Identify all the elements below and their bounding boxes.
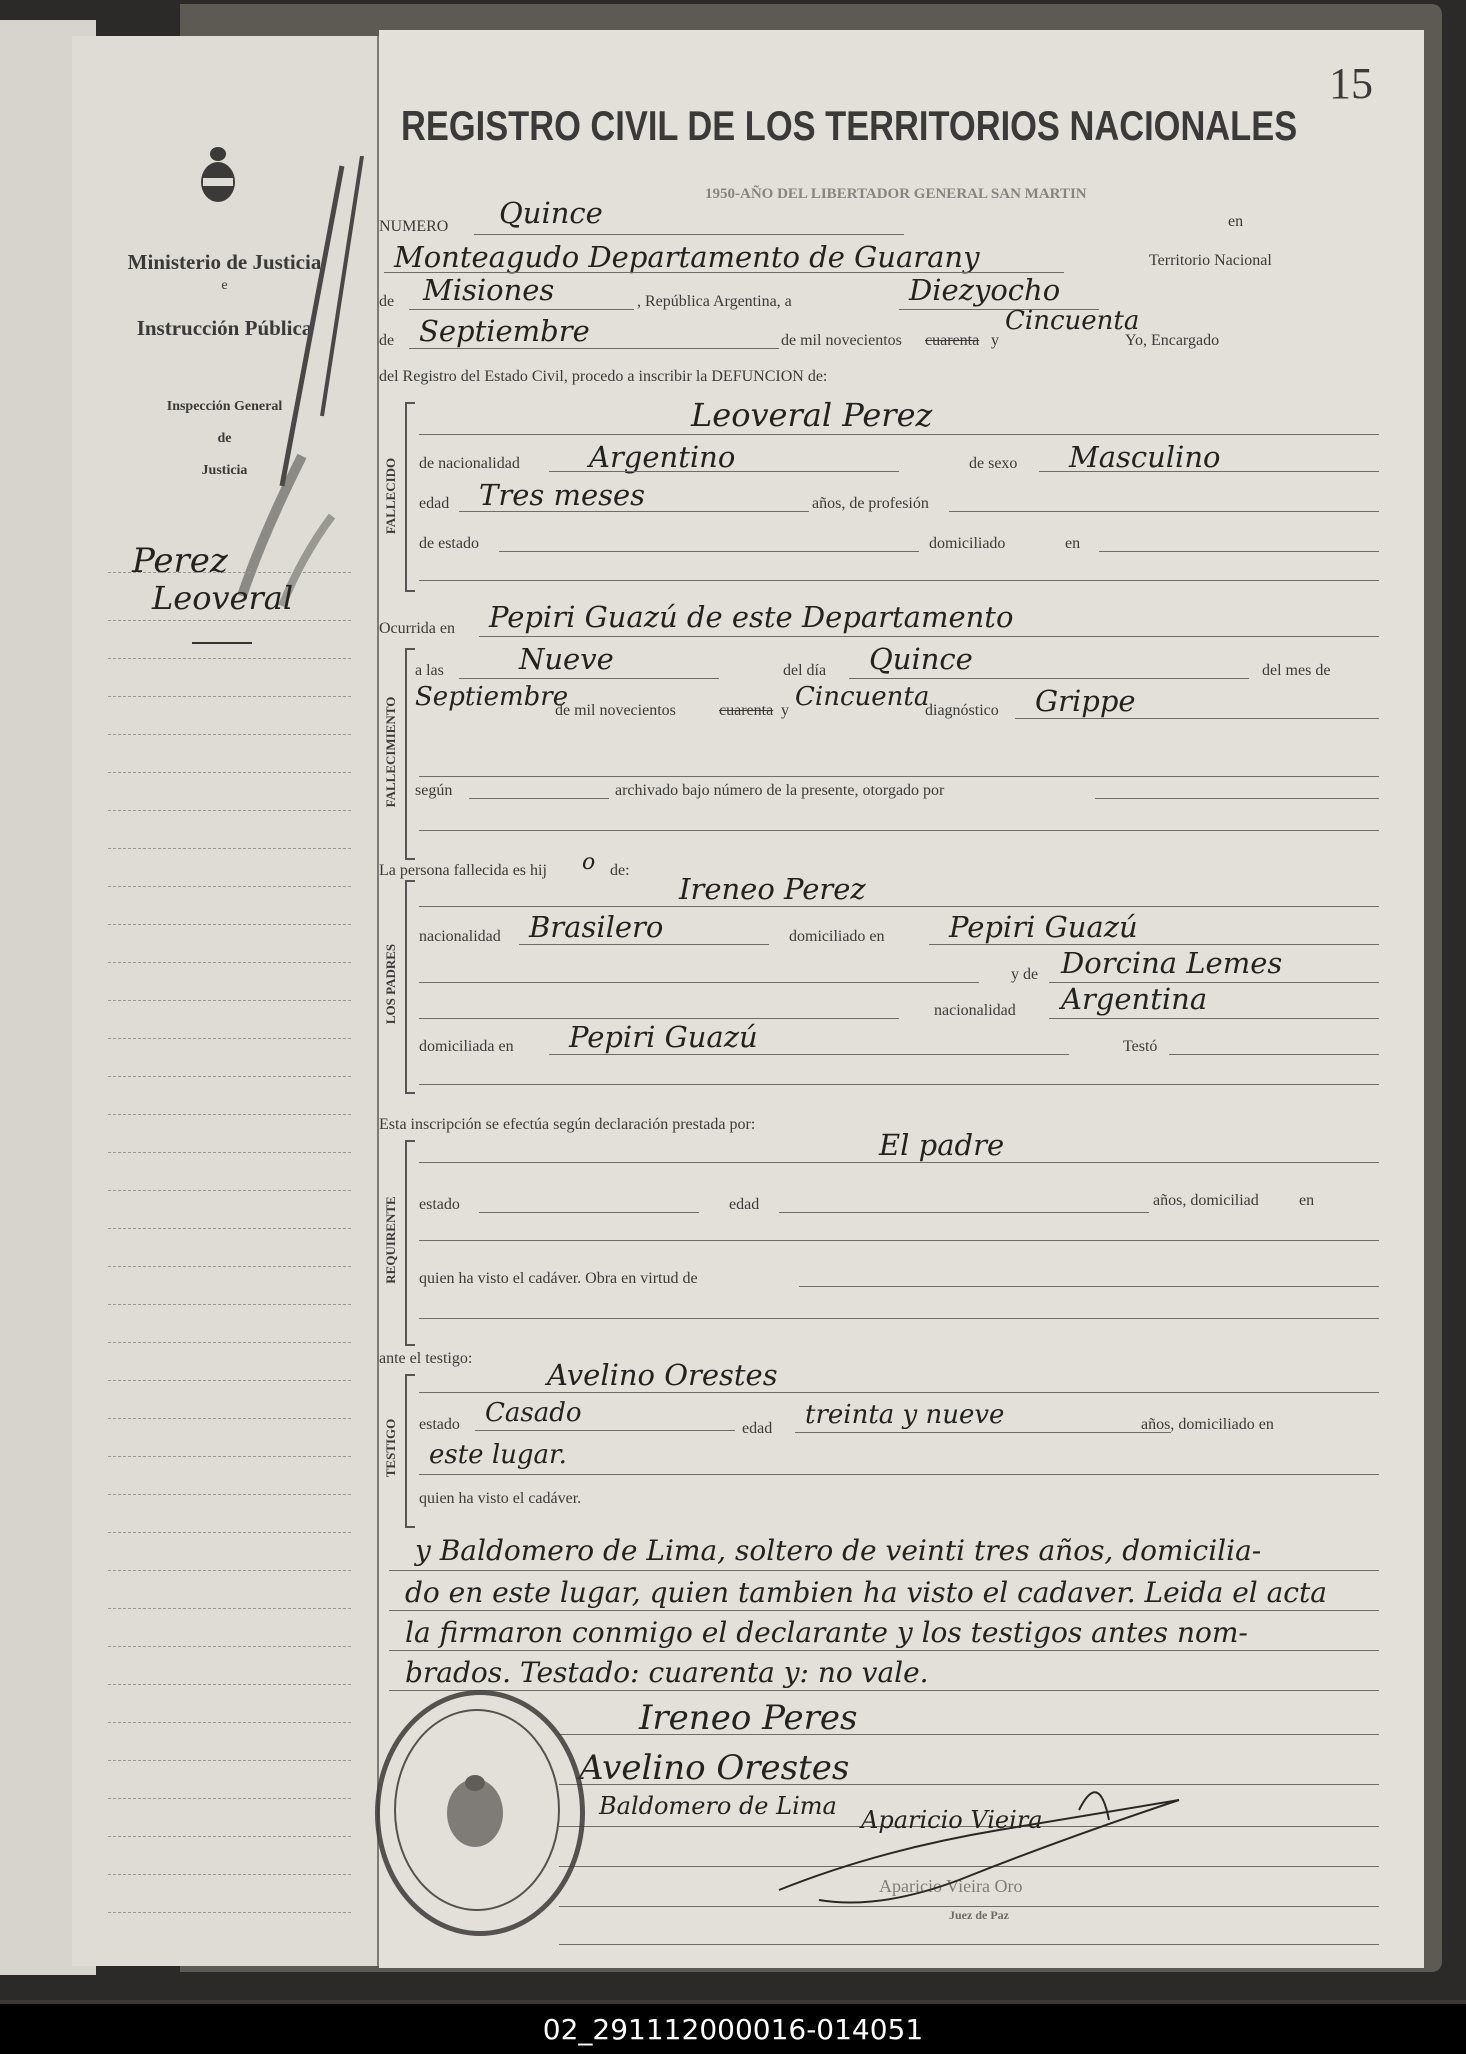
label-quien-visto: quien ha visto el cadáver.: [419, 1490, 582, 1507]
label-persona-hijo: La persona fallecida es hij: [379, 862, 547, 879]
entry-sexo: Masculino: [1069, 440, 1221, 474]
label-del-mes-de: del mes de: [1262, 662, 1331, 679]
stub-rule: [108, 620, 351, 621]
label-edad: edad: [419, 495, 450, 512]
stub-rule: [108, 848, 351, 849]
entry-nombre: Leoveral Perez: [691, 396, 933, 434]
blank-line: [849, 678, 1249, 679]
struck-cuarenta: cuarenta: [925, 332, 980, 349]
note-line: y Baldomero de Lima, soltero de veinti tres años, domicilia-: [415, 1534, 1262, 1567]
blank-line: [1095, 798, 1379, 799]
label-domiciliada-en: domiciliada en: [419, 1038, 514, 1055]
page-number: 15: [1329, 59, 1373, 108]
label-nacionalidad: nacionalidad: [419, 928, 501, 945]
label-numero: NUMERO: [379, 218, 449, 235]
blank-line: [475, 1430, 735, 1431]
blank-line: [409, 348, 779, 349]
ministry-line3: Instrucción Pública: [136, 316, 313, 340]
blank-line: [474, 234, 904, 235]
entry-testigo: Avelino Orestes: [547, 1358, 778, 1392]
ministry-line2: e: [221, 278, 228, 293]
pen-strokes: [222, 156, 372, 616]
section-fallecido: FALLECIDO: [383, 457, 398, 535]
entry-ano: Cincuenta: [1005, 306, 1140, 336]
blank-line: [419, 1162, 1379, 1163]
blank-line: [1049, 1018, 1379, 1019]
stub-rule: [108, 1570, 351, 1571]
signature-testigo-2: Baldomero de Lima: [599, 1792, 837, 1820]
stub-rule: [108, 572, 351, 573]
stub-rule: [108, 1076, 351, 1077]
label-yo-encargado: Yo, Encargado: [1125, 332, 1220, 349]
label-de: de: [379, 332, 395, 349]
image-id-footer: 02_291112000016-014051: [0, 2004, 1466, 2054]
section-testigo: TESTIGO: [383, 1418, 398, 1478]
note-line: do en este lugar, quien tambien ha visto el cadaver. Leida el acta: [405, 1576, 1327, 1609]
official-signature-flourish: [759, 1770, 1199, 1920]
blank-line: [419, 1318, 1379, 1319]
blank-line: [459, 678, 719, 679]
entry-numero: Quince: [499, 196, 603, 230]
label-de-estado: de estado: [419, 535, 479, 552]
entry-hijo-suffix: o: [582, 850, 596, 875]
label-ante-testigo: ante el testigo:: [379, 1350, 473, 1367]
inspection-line2: de: [217, 431, 232, 446]
stub-rule: [108, 772, 351, 773]
section-requirente: REQUIRENTE: [383, 1196, 398, 1284]
label-estado: estado: [419, 1196, 460, 1213]
signature-testigo: Avelino Orestes: [579, 1748, 850, 1788]
signature-declarante: Ireneo Peres: [639, 1698, 858, 1738]
section-los-padres: LOS PADRES: [383, 943, 398, 1025]
blank-line: [419, 434, 1379, 435]
stub-rule: [108, 1798, 351, 1799]
label-en: en: [1065, 535, 1081, 552]
note-line: la firmaron conmigo el declarante y los testigos antes nom-: [405, 1616, 1248, 1649]
label-anos-domiciliad: años, domiciliad: [1153, 1192, 1259, 1209]
label-domiciliado-en: domiciliado en: [789, 928, 885, 945]
label-quien-visto-obra: quien ha visto el cadáver. Obra en virtud de: [419, 1270, 698, 1287]
struck-cuarenta: cuarenta: [719, 702, 774, 719]
entry-mes: Septiembre: [419, 314, 590, 348]
year-stamp: 1950-AÑO DEL LIBERTADOR GENERAL SAN MARTIN: [705, 186, 1087, 202]
label-domiciliado: domiciliado: [929, 535, 1006, 552]
death-certificate-form: [379, 30, 1424, 1968]
blank-line: [479, 1212, 699, 1213]
blank-line: [389, 1650, 1379, 1651]
stub-rule: [108, 1532, 351, 1533]
stub-rule: [108, 1494, 351, 1495]
stub-rule: [108, 962, 351, 963]
section-bracket: [405, 402, 415, 592]
blank-line: [1039, 471, 1379, 472]
blank-line: [419, 1084, 1379, 1085]
stub-surname: Perez: [132, 541, 228, 581]
stub-column: [72, 36, 379, 1966]
label-de-mil-novecientos: de mil novecientos: [555, 702, 676, 719]
entry-edad: Tres meses: [479, 478, 646, 512]
label-y-de: y de: [1011, 966, 1039, 983]
entry-testigo-edad: treinta y nueve: [805, 1400, 1005, 1430]
stub-rule: [108, 1760, 351, 1761]
label-archivado: archivado bajo número de la presente, otorgado por: [615, 782, 945, 799]
label-anos-profesion: años, de profesión: [812, 495, 929, 512]
form-title: REGISTRO CIVIL DE LOS TERRITORIOS NACIONALES: [401, 102, 1298, 149]
stub-rule: [108, 1646, 351, 1647]
blank-line: [1099, 551, 1379, 552]
official-name-stamp: Aparicio Vieira Oro: [879, 1876, 1023, 1896]
blank-line: [419, 1392, 1379, 1393]
label-de-nacionalidad: de nacionalidad: [419, 455, 520, 472]
stub-rule: [108, 1114, 351, 1115]
stub-rule: [108, 924, 351, 925]
stub-rule: [108, 658, 351, 659]
entry-madre: Dorcina Lemes: [1061, 946, 1283, 980]
blank-line: [1169, 1054, 1379, 1055]
ministry-line1: Ministerio de Justicia: [127, 250, 322, 274]
stub-rule: [108, 734, 351, 735]
stub-rule: [108, 1266, 351, 1267]
stub-rule: [108, 1418, 351, 1419]
blank-line: [549, 471, 899, 472]
section-bracket: [405, 1140, 415, 1346]
label-de: de: [379, 293, 395, 310]
label-anos-domiciliado-en: años, domiciliado en: [1141, 1416, 1274, 1433]
blank-line: [469, 798, 609, 799]
note-line: brados. Testado: cuarenta y: no vale.: [405, 1656, 929, 1689]
blank-line: [949, 511, 1379, 512]
blank-line: [519, 944, 769, 945]
blank-line: [779, 1212, 1149, 1213]
section-bracket: [405, 1374, 415, 1528]
blank-line: [559, 1944, 1379, 1945]
label-a-las: a las: [415, 662, 444, 679]
label-y: y: [781, 702, 789, 719]
blank-line: [389, 1690, 1379, 1691]
blank-line: [459, 511, 809, 512]
blank-line: [499, 551, 919, 552]
label-diagnostico: diagnóstico: [925, 702, 999, 719]
inspection-line1: Inspección General: [166, 399, 283, 414]
blank-line: [1015, 718, 1379, 719]
blank-line: [419, 1240, 1379, 1241]
official-seal-stamp: [375, 1690, 585, 1936]
official-signature: Aparicio Vieira: [861, 1806, 1043, 1834]
stub-rule: [108, 1912, 351, 1913]
label-segun: según: [415, 782, 453, 799]
entry-hora: Nueve: [519, 642, 614, 676]
stub-rule: [108, 1190, 351, 1191]
entry-testigo-domicilio: este lugar.: [429, 1440, 567, 1470]
blank-line: [419, 906, 1379, 907]
blank-line: [419, 1018, 899, 1019]
blank-line: [559, 1734, 1379, 1735]
official-title-stamp: Juez de Paz: [949, 1908, 1009, 1922]
label-mil-novecientos: de mil novecientos: [781, 332, 902, 349]
section-bracket: [405, 880, 415, 1094]
entry-madre-domicilio: Pepiri Guazú: [569, 1020, 758, 1054]
blank-line: [419, 982, 979, 983]
stub-rule: [108, 696, 351, 697]
stub-underline: [192, 642, 252, 644]
entry-territorio: Misiones: [423, 273, 555, 307]
label-y: y: [991, 332, 999, 349]
entry-declarante: El padre: [879, 1128, 1005, 1162]
entry-mes-fallecimiento: Septiembre: [415, 682, 569, 712]
entry-ocurrida: Pepiri Guazú de este Departamento: [489, 600, 1014, 634]
section-fallecimiento: FALLECIMIENTO: [383, 696, 398, 808]
entry-nacionalidad: Argentino: [589, 440, 736, 474]
entry-padre-domicilio: Pepiri Guazú: [949, 910, 1138, 944]
label-en: en: [1299, 1192, 1315, 1209]
stub-rule: [108, 1304, 351, 1305]
blank-line: [389, 1610, 1379, 1611]
label-en: en: [1228, 213, 1244, 230]
label-territorio: Territorio Nacional: [1149, 252, 1272, 269]
stub-rule: [108, 1228, 351, 1229]
entry-padre: Ireneo Perez: [679, 872, 866, 906]
blank-line: [419, 830, 1379, 831]
blank-line: [419, 1474, 1379, 1475]
stub-rule: [108, 1342, 351, 1343]
stub-rule: [108, 1456, 351, 1457]
stub-rule: [108, 1836, 351, 1837]
stub-given-name: Leoveral: [152, 579, 294, 617]
stub-rule: [108, 1874, 351, 1875]
entry-testigo-estado: Casado: [485, 1398, 582, 1428]
stub-rule: [108, 1608, 351, 1609]
blank-line: [799, 1286, 1379, 1287]
blank-line: [929, 944, 1379, 945]
coat-of-arms-icon: [442, 1773, 508, 1853]
stub-rule: [108, 1152, 351, 1153]
blank-line: [419, 776, 1379, 777]
label-republica: , República Argentina, a: [637, 293, 792, 310]
section-bracket: [405, 648, 415, 860]
stub-rule: [108, 1684, 351, 1685]
entry-padre-nacionalidad: Brasilero: [529, 910, 664, 944]
entry-ano-fallecimiento: Cincuenta: [795, 682, 930, 712]
blank-line: [479, 636, 1379, 637]
stub-rule: [108, 1722, 351, 1723]
label-del-dia: del día: [783, 662, 827, 679]
blank-line: [419, 580, 1379, 581]
inspection-line3: Justicia: [201, 463, 248, 478]
label-inscripcion: Esta inscripción se efectúa según declaración prestada por:: [379, 1116, 756, 1133]
entry-dia: Diezyocho: [909, 273, 1061, 307]
blank-line: [389, 1570, 1379, 1571]
label-testo: Testó: [1123, 1038, 1158, 1055]
stub-rule: [108, 1000, 351, 1001]
stub-rule: [108, 810, 351, 811]
stub-rule: [108, 1380, 351, 1381]
stub-rule: [108, 886, 351, 887]
entry-diagnostico: Grippe: [1035, 684, 1136, 718]
blank-line: [795, 1432, 1171, 1433]
label-de-colon: de:: [610, 862, 630, 879]
label-registro-line: del Registro del Estado Civil, procedo a inscribir la DEFUNCION de:: [379, 368, 828, 385]
entry-lugar: Monteagudo Departamento de Guarany: [394, 240, 980, 274]
stub-rule: [108, 1038, 351, 1039]
label-nacionalidad: nacionalidad: [934, 1002, 1016, 1019]
label-edad: edad: [729, 1196, 760, 1213]
label-ocurrida-en: Ocurrida en: [379, 620, 455, 637]
blank-line: [549, 1054, 1069, 1055]
label-edad: edad: [742, 1420, 773, 1437]
label-estado: estado: [419, 1416, 460, 1433]
blank-line: [409, 309, 634, 310]
label-de-sexo: de sexo: [969, 455, 1018, 472]
entry-madre-nacionalidad: Argentina: [1061, 982, 1208, 1016]
entry-dia-fallecimiento: Quince: [869, 642, 973, 676]
